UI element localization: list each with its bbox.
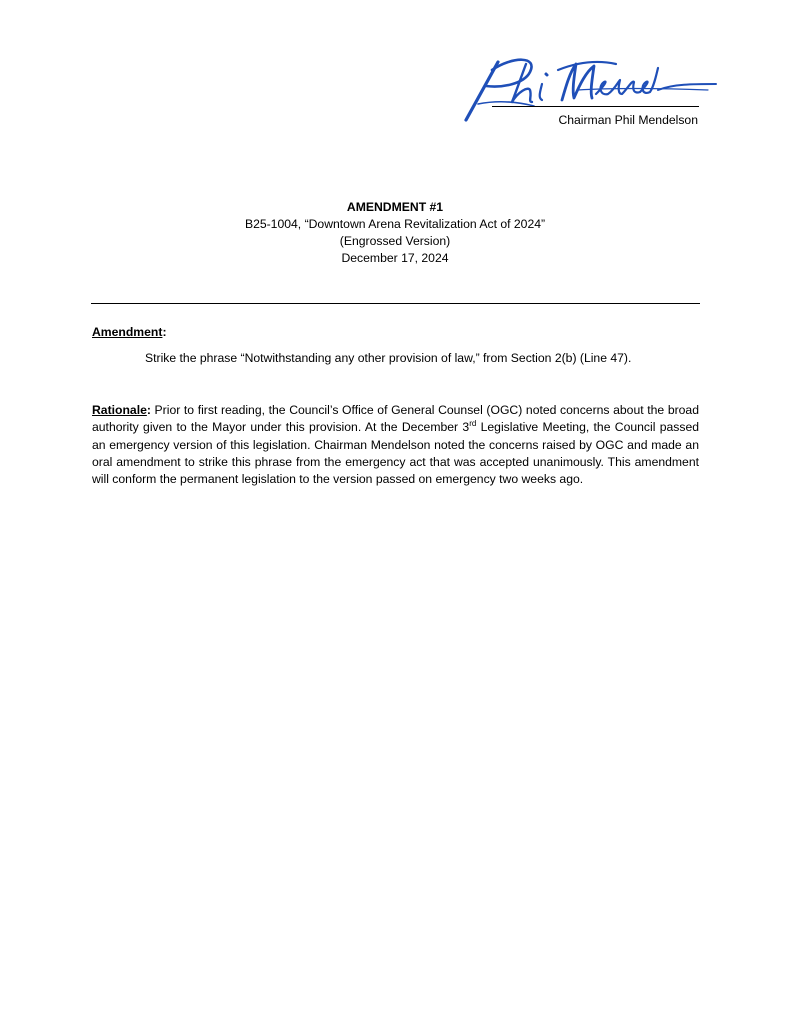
rationale-label-colon: : — [146, 403, 151, 417]
rationale-label: Rationale — [92, 403, 147, 417]
rationale-paragraph — [92, 402, 699, 488]
amendment-text: Strike the phrase “Notwithstanding any other provision of law,” from Section 2(b) (Line 47). — [145, 351, 632, 365]
amendment-label: Amendment — [92, 325, 163, 339]
ordinal-superscript: rd — [469, 419, 477, 429]
bill-title: B25-1004, “Downtown Arena Revitalization Act of 2024” — [244, 217, 546, 231]
rationale-text-part2: Legislative Meeting, the Council passed an emergency version of this legislation. Chairman Mendelson noted the concerns raised by OGC and made an oral amendment to strike this phrase from the emergency act that was accepted unanimously. This amendment will conform the permanent legislation to the version passed on emergency two weeks ago. — [92, 420, 700, 487]
amendment-date: December 17, 2024 — [341, 251, 449, 265]
signature-line — [492, 106, 699, 107]
amendment-title: AMENDMENT #1 — [346, 200, 444, 214]
amendment-header — [90, 199, 700, 267]
amendment-heading — [92, 324, 167, 341]
version-note: (Engrossed Version) — [339, 234, 451, 248]
signer-name: Chairman Phil Mendelson — [558, 113, 698, 127]
amendment-label-colon: : — [162, 325, 167, 339]
rationale-text-part1: Prior to first reading, the Council’s Office of General Counsel (OGC) noted concerns about the broad authority given to the Mayor under this provision. At the December 3 — [92, 403, 699, 435]
horizontal-divider — [91, 303, 700, 304]
